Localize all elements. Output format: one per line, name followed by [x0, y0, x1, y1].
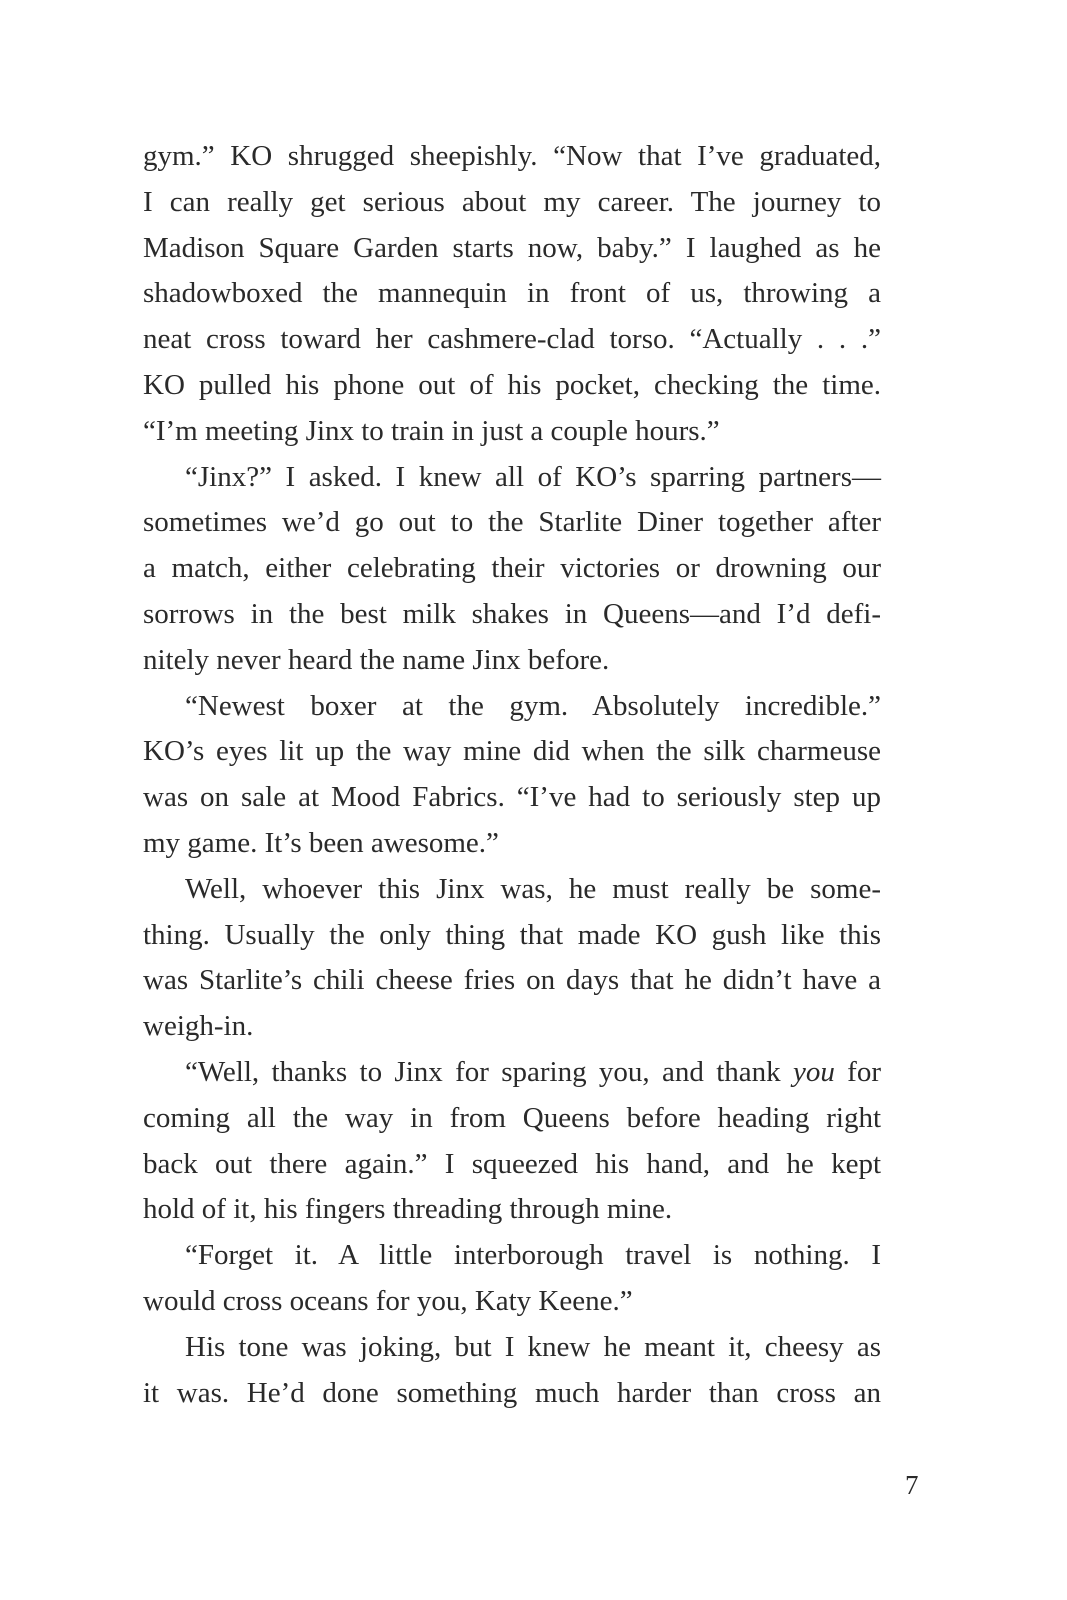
text-line: coming all the way in from Queens before heading right [143, 1101, 881, 1134]
text-line: thing. Usually the only thing that made KO gush like this [143, 918, 881, 951]
text-line: nitely never heard the name Jinx before. [143, 643, 610, 676]
page-number: 7 [905, 1470, 919, 1500]
text-line: my game. It’s been awesome.” [143, 826, 499, 859]
text-line: His tone was joking, but I knew he meant it, cheesy as [185, 1330, 881, 1363]
text-line: sometimes we’d go out to the Starlite Diner together after [143, 506, 881, 539]
text-line: hold of it, his fingers threading through mine. [143, 1193, 673, 1226]
text-line: shadowboxed the mannequin in front of us, throwing a [143, 277, 881, 310]
text-line: “Newest boxer at the gym. Absolutely incredible.” [185, 689, 881, 722]
text-line: back out there again.” I squeezed his hand, and he kept [143, 1147, 881, 1180]
text-line: “I’m meeting Jinx to train in just a couple hours.” [143, 414, 720, 447]
text-line: KO’s eyes lit up the way mine did when the silk charmeuse [143, 735, 881, 768]
text-line-segment: “Well, thanks to Jinx for sparing you, and thank [185, 1055, 793, 1088]
text-line [143, 1050, 881, 1096]
text-line: a match, either celebrating their victories or drowning our [143, 552, 881, 585]
text-line-segment: for [834, 1055, 881, 1088]
text-line: weigh-in. [143, 1010, 254, 1043]
text-line: KO pulled his phone out of his pocket, checking the time. [143, 368, 881, 401]
text-line: “Forget it. A little interborough travel is nothing. I [185, 1239, 881, 1272]
body-text [143, 134, 881, 1416]
text-line: was on sale at Mood Fabrics. “I’ve had to seriously step up [143, 781, 881, 814]
text-line: Madison Square Garden starts now, baby.” I laughed as he [143, 231, 881, 264]
italic-word: you [792, 1055, 835, 1088]
text-line: it was. He’d done something much harder than cross an [143, 1376, 881, 1409]
text-line: “Jinx?” I asked. I knew all of KO’s sparring partners— [185, 460, 881, 493]
text-line: neat cross toward her cashmere-clad torso. “Actually . . .” [143, 323, 881, 356]
text-line: gym.” KO shrugged sheepishly. “Now that I’ve graduated, [143, 140, 881, 172]
text-line: sorrows in the best milk shakes in Queens—and I’d defi- [143, 597, 881, 630]
text-line: was Starlite’s chili cheese fries on days that he didn’t have a [143, 964, 881, 997]
text-line: Well, whoever this Jinx was, he must really be some- [185, 872, 881, 905]
text-line: would cross oceans for you, Katy Keene.” [143, 1284, 633, 1317]
text-line: I can really get serious about my career. The journey to [143, 185, 881, 218]
